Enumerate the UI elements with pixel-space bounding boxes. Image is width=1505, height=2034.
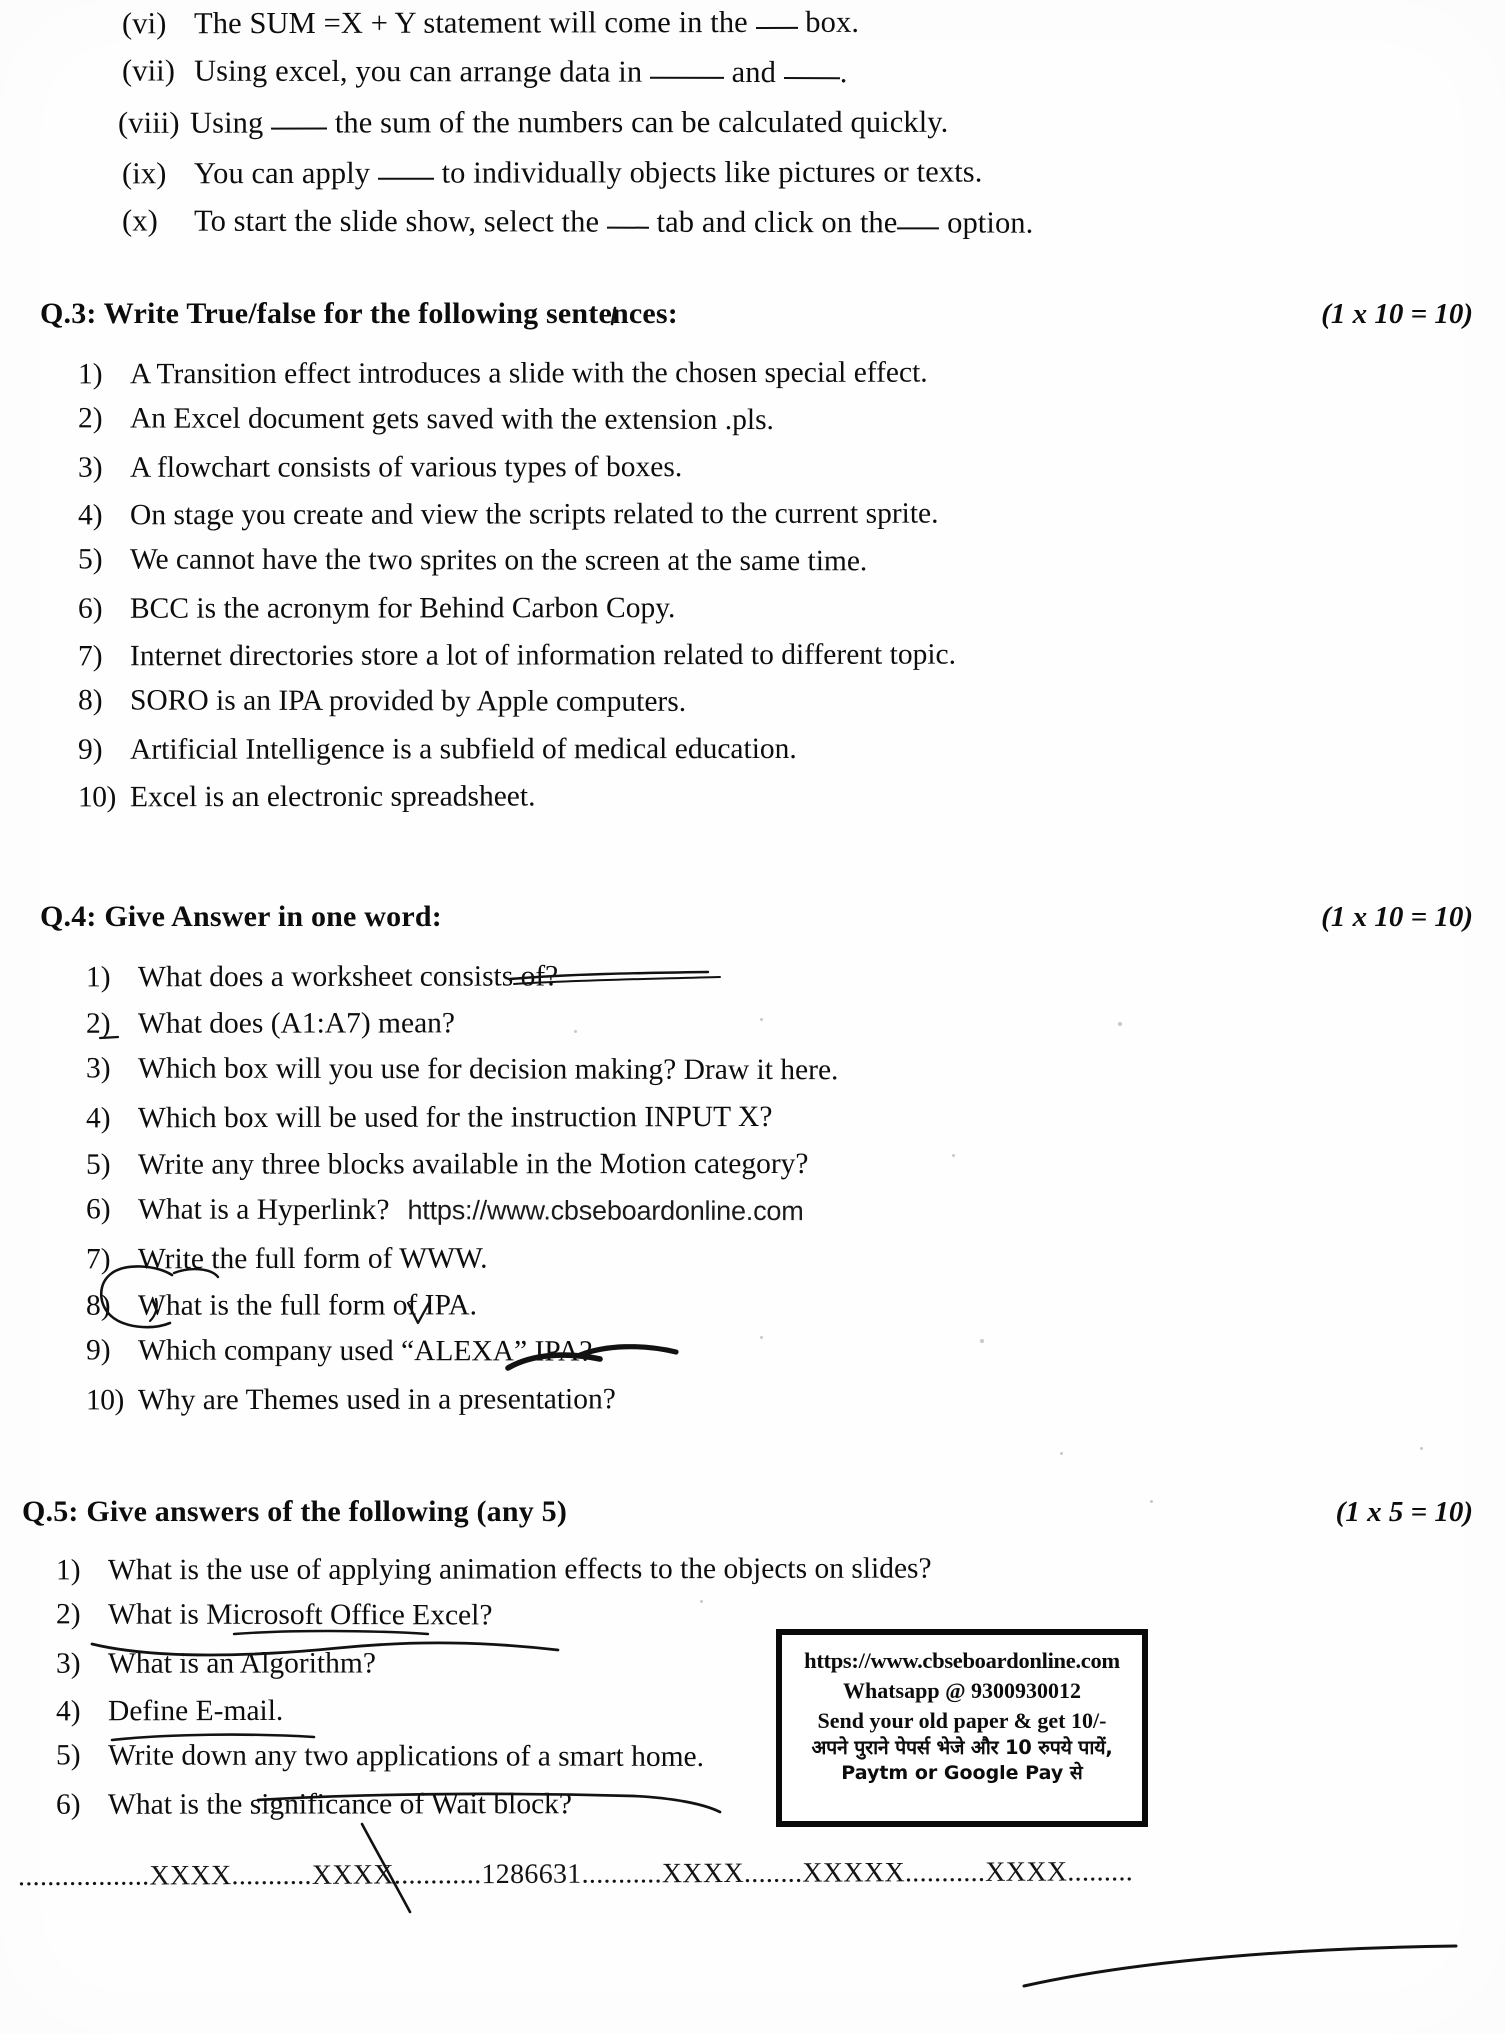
item-text: What is Microsoft Office Excel? — [107, 1598, 493, 1632]
list-item — [86, 1377, 1416, 1423]
item-number: 3) — [85, 1052, 111, 1085]
item-text: Write any three blocks available in the Motion category? — [137, 1147, 809, 1181]
item-number: 9) — [77, 733, 103, 766]
item-number: 6) — [55, 1788, 81, 1821]
q5-list — [56, 1548, 1386, 1830]
item-number: 6) — [85, 1193, 111, 1226]
q2-item-x-number: (x) — [121, 203, 158, 238]
list-item — [56, 1593, 1386, 1639]
item-number: 7) — [85, 1243, 111, 1276]
blank-field — [650, 77, 724, 79]
item-text: Write the full form of WWW. — [137, 1242, 488, 1276]
item-text: What is the full form of IPA. — [137, 1289, 477, 1322]
list-item — [86, 954, 1416, 1000]
item-number: 7) — [77, 640, 103, 673]
list-item — [78, 538, 1408, 584]
item-number: 10) — [85, 1384, 124, 1417]
list-item — [78, 679, 1408, 725]
q2-item-viii-text: Using the sum of the numbers can be calculated quickly. — [189, 104, 949, 140]
item-text: Which box will you use for decision making? Draw it here. — [137, 1052, 839, 1087]
item-text: What does (A1:A7) mean? — [137, 1007, 456, 1040]
list-item — [78, 351, 1408, 397]
list-item — [86, 1047, 1416, 1093]
q2-item-viii-number: (viii) — [117, 105, 180, 140]
q2-item-ix-text: You can apply to individually objects like pictures or texts. — [193, 154, 983, 191]
list-item — [56, 1641, 1386, 1686]
item-number: 6) — [77, 592, 103, 625]
item-text: A Transition effect introduces a slide with the chosen special effect. — [129, 356, 928, 391]
list-item — [86, 1283, 1416, 1328]
item-text: Why are Themes used in a presentation? — [137, 1383, 616, 1417]
blank-field — [784, 77, 840, 79]
list-item — [56, 1734, 1386, 1780]
item-text: What does a worksheet consists of? — [137, 960, 559, 994]
blank-field — [271, 128, 327, 130]
promo-whatsapp: Whatsapp @ 9300930012 — [842, 1678, 1082, 1704]
item-text: What is a Hyperlink? https://www.cbseboardonline.com — [137, 1193, 804, 1227]
item-number: 1) — [85, 961, 111, 994]
list-item — [86, 1236, 1416, 1282]
q5-marks: (1 x 5 = 10) — [1335, 1496, 1473, 1528]
item-text: We cannot have the two sprites on the screen at the same time. — [129, 543, 868, 578]
item-text: Write down any two applications of a smart home. — [107, 1739, 705, 1773]
item-number: 1) — [77, 358, 103, 391]
q2-item-vi-number: (vi) — [121, 6, 167, 41]
item-number: 2) — [85, 1007, 111, 1040]
q4-title: Q.4: Give Answer in one word: — [40, 900, 442, 933]
list-item — [78, 445, 1408, 490]
watermark-url-inline: https://www.cbseboardonline.com — [407, 1195, 804, 1227]
item-text: What is an Algorithm? — [107, 1647, 376, 1680]
q3-heading-row — [40, 297, 1487, 331]
q5-heading-row — [22, 1495, 1487, 1529]
q2-item-vii-text: Using excel, you can arrange data in and . — [193, 53, 848, 90]
q2-item-x-text: To start the slide show, select the tab and click on the option. — [193, 203, 1034, 240]
item-number: 3) — [55, 1647, 81, 1680]
scan-speck — [760, 1336, 763, 1339]
item-text: SORO is an IPA provided by Apple computers. — [129, 684, 687, 718]
pen-bottom-sweep — [1020, 1940, 1470, 2000]
list-item — [86, 1095, 1416, 1141]
scan-speck — [1150, 1500, 1153, 1503]
list-item — [56, 1547, 1386, 1593]
item-text: Internet directories store a lot of information related to different topic. — [129, 638, 957, 673]
item-number: 5) — [85, 1148, 111, 1181]
scan-speck — [980, 1339, 984, 1343]
item-number: 2) — [55, 1598, 81, 1631]
footer-code-line: ..................XXXX...........XXXX............1286631...........XXXX........XXXXX...........XXXX......... — [17, 1856, 1134, 1893]
list-item — [78, 633, 1408, 679]
scan-speck — [574, 1030, 577, 1033]
q4-heading-row — [40, 900, 1487, 934]
promo-offer: Send your old paper & get 10/- — [817, 1707, 1107, 1733]
item-number: 4) — [85, 1102, 111, 1135]
item-number: 8) — [85, 1289, 111, 1322]
list-item — [78, 727, 1408, 772]
list-item — [78, 492, 1408, 538]
scan-speck — [1060, 1452, 1063, 1455]
list-item — [78, 774, 1408, 820]
q4-list — [86, 955, 1416, 1425]
promo-url: https://www.cbseboardonline.com — [804, 1648, 1120, 1673]
scan-speck — [1420, 1447, 1423, 1450]
item-number: 3) — [77, 451, 103, 484]
list-item — [86, 1188, 1416, 1234]
blank-field — [756, 27, 798, 29]
item-text: What is the use of applying animation effects to the objects on slides? — [107, 1552, 932, 1587]
item-number: 4) — [77, 499, 103, 532]
item-text: On stage you create and view the scripts related to the current sprite. — [129, 497, 939, 532]
q2-item-vii — [118, 48, 1408, 96]
item-text: BCC is the acronym for Behind Carbon Copy. — [129, 592, 676, 625]
q3-title: Q.3: Write True/false for the following sentences: — [40, 297, 678, 330]
q2-item-ix-number: (ix) — [121, 156, 167, 191]
item-number: 4) — [55, 1695, 81, 1728]
list-item — [56, 1782, 1386, 1827]
list-item — [78, 397, 1408, 443]
q3-marks: (1 x 10 = 10) — [1321, 298, 1473, 330]
item-text: An Excel document gets saved with the extension .pls. — [129, 402, 774, 437]
q5-title: Q.5: Give answers of the following (any 5) — [22, 1495, 568, 1528]
scan-speck — [700, 1600, 703, 1603]
item-text: Artificial Intelligence is a subfield of medical education. — [129, 732, 797, 766]
list-item — [78, 586, 1408, 631]
q2-item-vi — [118, 0, 1408, 46]
q2-item-vii-number: (vii) — [121, 53, 176, 88]
item-text: What is the significance of Wait block? — [107, 1788, 573, 1821]
promo-offer-hindi: अपने पुराने पेपर्स भेजे और 10 रुपये पायें, — [811, 1736, 1113, 1760]
item-number: 1) — [55, 1554, 81, 1587]
item-text: Define E-mail. — [107, 1694, 284, 1728]
item-number: 2) — [77, 402, 103, 435]
q3-list — [78, 352, 1408, 822]
scan-speck — [1118, 1022, 1122, 1026]
list-item — [86, 1329, 1416, 1375]
scan-speck — [760, 1018, 763, 1021]
item-text: Excel is an electronic spreadsheet. — [129, 780, 536, 814]
item-number: 8) — [77, 684, 103, 717]
item-number: 9) — [85, 1334, 111, 1367]
item-number: 10) — [77, 781, 116, 814]
scan-speck — [952, 1154, 955, 1157]
list-item — [86, 1001, 1416, 1046]
item-number: 5) — [77, 543, 103, 576]
q2-item-vi-text: The SUM =X + Y statement will come in the box. — [193, 4, 860, 41]
list-item — [56, 1688, 1386, 1734]
blank-field — [897, 227, 939, 229]
q2-item-ix — [118, 149, 1408, 197]
blank-field — [607, 227, 649, 229]
q2-item-x — [118, 198, 1408, 246]
promo-payment: Paytm or Google Pay से — [841, 1762, 1083, 1785]
q2-item-viii — [118, 99, 1408, 146]
q2-tail-list — [118, 0, 1408, 250]
q4-marks: (1 x 10 = 10) — [1321, 901, 1473, 933]
item-text: Which box will be used for the instruction INPUT X? — [137, 1100, 773, 1135]
item-text: A flowchart consists of various types of boxes. — [129, 451, 683, 484]
item-text: Which company used “ALEXA” IPA? — [137, 1334, 593, 1368]
item-number: 5) — [55, 1739, 81, 1772]
blank-field — [378, 178, 434, 180]
promo-watermark-box — [776, 1629, 1148, 1827]
list-item — [86, 1142, 1416, 1187]
